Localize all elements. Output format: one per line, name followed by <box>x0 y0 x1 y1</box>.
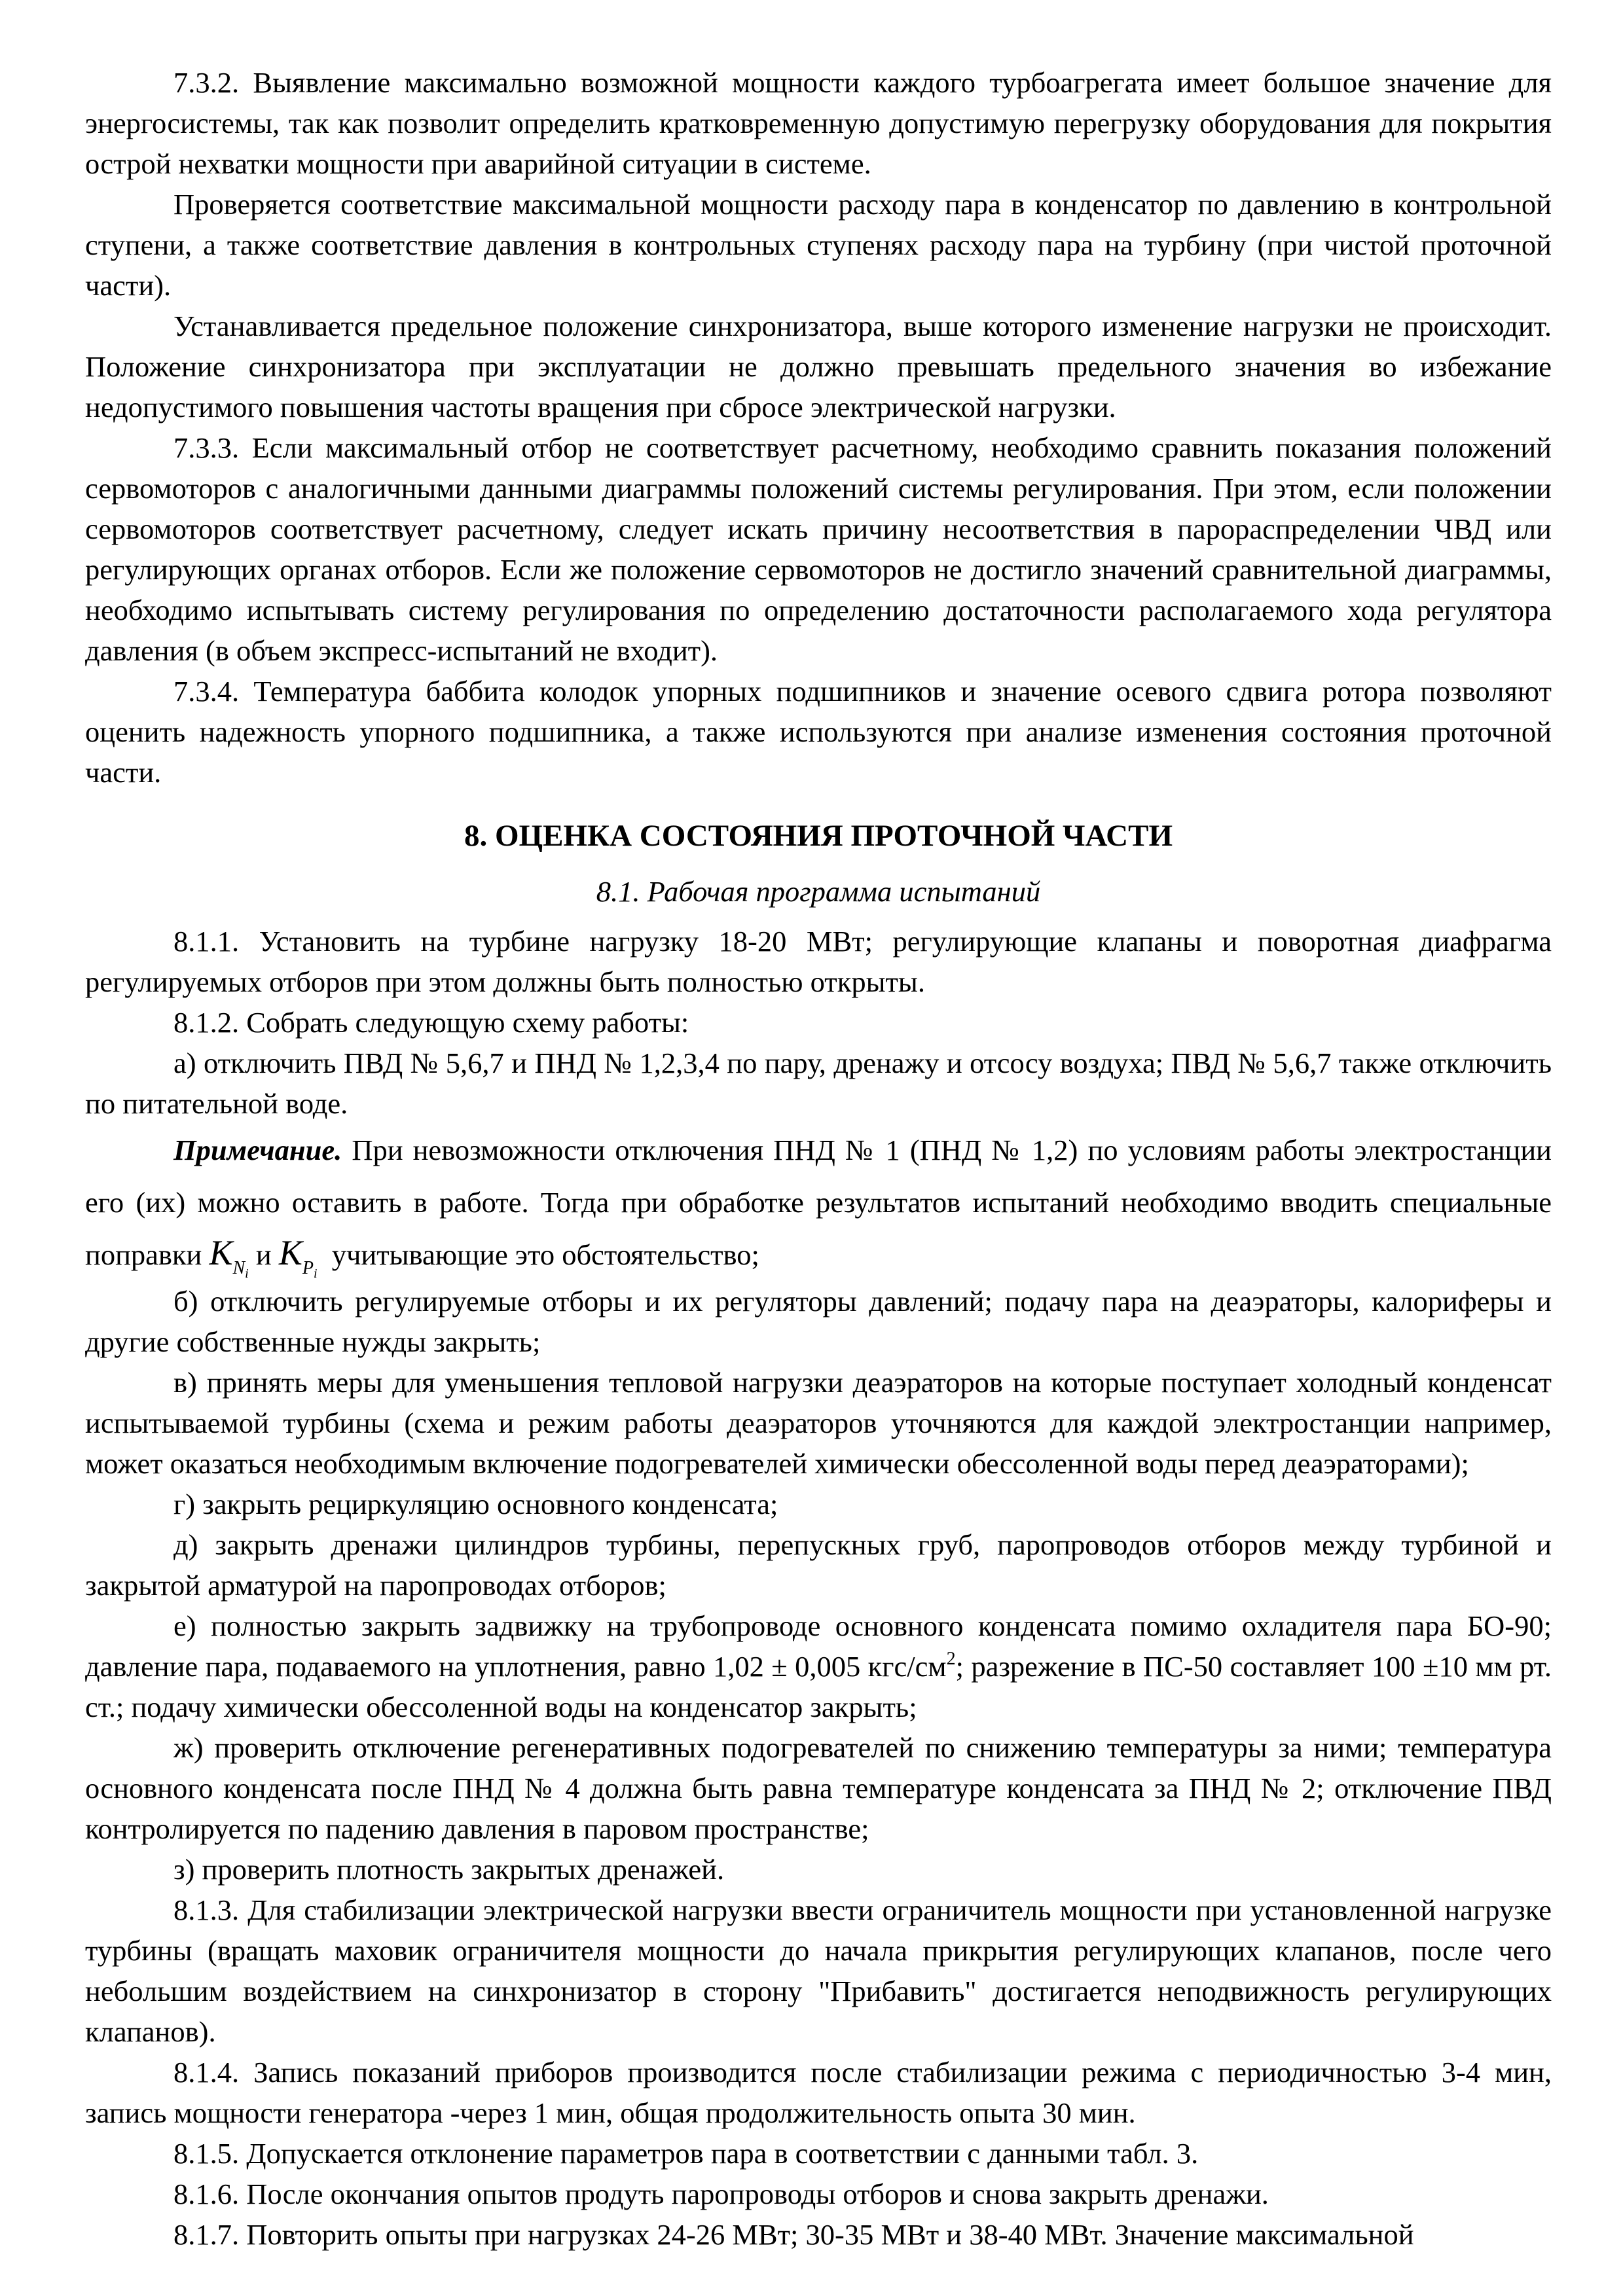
k-symbol: K <box>209 1233 233 1272</box>
list-item-e: е) полностью закрыть задвижку на трубопроводе основного конденсата помимо охладителя пара БО-90; давление пара, подаваемого на уплотнения, равно 1,02 ± 0,005 кгс/$см^2$; разрежение в ПС-50 составляет 100 ±10 мм рт. ст.; подачу химически обессоленной воды на конденсатор закрыть; <box>85 1609 1552 1723</box>
superscript-2: 2 <box>946 1649 956 1669</box>
k-n-subscript: Ni <box>232 1258 249 1281</box>
paragraph-8-1-5: 8.1.5. Допускается отклонение параметров пара в соответствии с данными табл. 3. <box>173 2137 1199 2170</box>
list-item-v: в) принять меры для уменьшения тепловой нагрузки деаэраторов на которые поступает холодный конденсат испытываемой турбины (схема и режим работы деаэраторов уточняются для каждой электростанции например, может оказаться необходимым включение подогревателей химически обессоленной воды перед деаэраторами); <box>85 1366 1552 1480</box>
note-text: При невозможности отключения ПНД № 1 (ПНД № 1,2) по условиям работы электростанции его (их) можно оставить в работе. Тогда при обработке результатов испытаний необходимо вводить специальные поправки <box>85 1134 1552 1271</box>
paragraph-8-1-2: 8.1.2. Собрать следующую схему работы: <box>173 1006 689 1039</box>
section-subheading: 8.1. Рабочая программа испытаний <box>596 875 1041 908</box>
list-item-g: г) закрыть рециркуляцию основного конденсата; <box>173 1488 778 1520</box>
paragraph-8-1-1: 8.1.1. Установить на турбине нагрузку 18-20 МВт; регулирующие клапаны и поворотная диафрагма регулируемых отборов при этом должны быть полностью открыты. <box>85 925 1552 998</box>
note-paragraph <box>85 1124 1552 1281</box>
note-label: Примечание. <box>173 1134 342 1166</box>
paragraph-7-3-2: 7.3.2. Выявление максимально возможной мощности каждого турбоагрегата имеет большое значение для энергосистемы, так как позволит определить кратковременную допустимую перегрузку оборудования для покрытия острой нехватки мощности при аварийной ситуации в системе. <box>85 66 1552 180</box>
paragraph-7-3-4: 7.3.4. Температура баббита колодок упорных подшипников и значение осевого сдвига ротора позволяют оценить надежность упорного подшипника, а также используются при анализе изменения состояния проточной части. <box>85 675 1552 789</box>
k-p-subscript: Pi <box>302 1258 318 1281</box>
list-item-d: д) закрыть дренажи цилиндров турбины, перепускных груб, паропроводов отборов между турбиной и закрытой арматурой на паропроводах отборов; <box>85 1528 1552 1602</box>
correction-k-n <box>209 1233 249 1281</box>
list-item-b: б) отключить регулируемые отборы и их регуляторы давлений; подачу пара на деаэраторы, калориферы и другие собственные нужды закрыть; <box>85 1285 1552 1358</box>
paragraph-8-1-4: 8.1.4. Запись показаний приборов производится после стабилизации режима с периодичностью 3-4 мин, запись мощности генератора -через 1 мин, общая продолжительность опыта 30 мин. <box>85 2056 1552 2129</box>
and-word: и <box>255 1238 272 1271</box>
list-item-a: а) отключить ПВД № 5,6,7 и ПНД № 1,2,3,4 по пару, дренажу и отсосу воздуха; ПВД № 5,6,7 также отключить по питательной воде. <box>85 1047 1552 1120</box>
document-page <box>85 62 1552 2255</box>
paragraph-8-1-3: 8.1.3. Для стабилизации электрической нагрузки ввести ограничитель мощности при установленной нагрузке турбины (вращать маховик ограничителя мощности до начала прикрытия регулирующих клапанов, после чего небольшим воздействием на синхронизатор в сторону "Прибавить" достигается неподвижность регулирующих клапанов). <box>85 1893 1552 2048</box>
correction-k-p <box>278 1233 318 1281</box>
note-tail: учитывающие это обстоятельство; <box>331 1238 759 1271</box>
paragraph-8-1-6: 8.1.6. После окончания опытов продуть паропроводы отборов и снова закрыть дренажи. <box>173 2178 1269 2210</box>
list-item-zh: ж) проверить отключение регенеративных подогревателей по снижению температуры за ними; температура основного конденсата после ПНД № 4 должна быть равна температуре конденсата за ПНД № 2; отключение ПВД контролируется по падению давления в паровом пространстве; <box>85 1731 1552 1845</box>
paragraph-7-3-3: 7.3.3. Если максимальный отбор не соответствует расчетному, необходимо сравнить показания положений сервомоторов с аналогичными данными диаграммы положений системы регулирования. При этом, если положении сервомоторов соответствует расчетному, следует искать причину несоответствия в парораспределении ЧВД или регулирующих органах отборов. Если же положение сервомоторов не достигло значений сравнительной диаграммы, необходимо испытывать систему регулирования по определению достаточности располагаемого хода регулятора давления (в объем экспресс-испытаний не входит). <box>85 431 1552 667</box>
paragraph-max-power-check: Проверяется соответствие максимальной мощности расходу пара в конденсатор по давлению в контрольной ступени, а также соответствие давления в контрольных ступенях расходу пара на турбину (при чистой проточной части). <box>85 188 1552 302</box>
k-symbol-2: K <box>278 1233 302 1272</box>
list-item-z: з) проверить плотность закрытых дренажей. <box>173 1853 725 1886</box>
section-heading: 8. ОЦЕНКА СОСТОЯНИЯ ПРОТОЧНОЙ ЧАСТИ <box>464 819 1173 853</box>
paragraph-synchronizer-limit: Устанавливается предельное положение синхронизатора, выше которого изменение нагрузки не происходит. Положение синхронизатора при эксплуатации не должно превышать предельного значения во избежание недопустимого повышения частоты вращения при сбросе электрической нагрузки. <box>85 310 1552 423</box>
paragraph-8-1-7: 8.1.7. Повторить опыты при нагрузках 24-26 МВт; 30-35 МВт и 38-40 МВт. Значение максимальной <box>173 2218 1414 2251</box>
